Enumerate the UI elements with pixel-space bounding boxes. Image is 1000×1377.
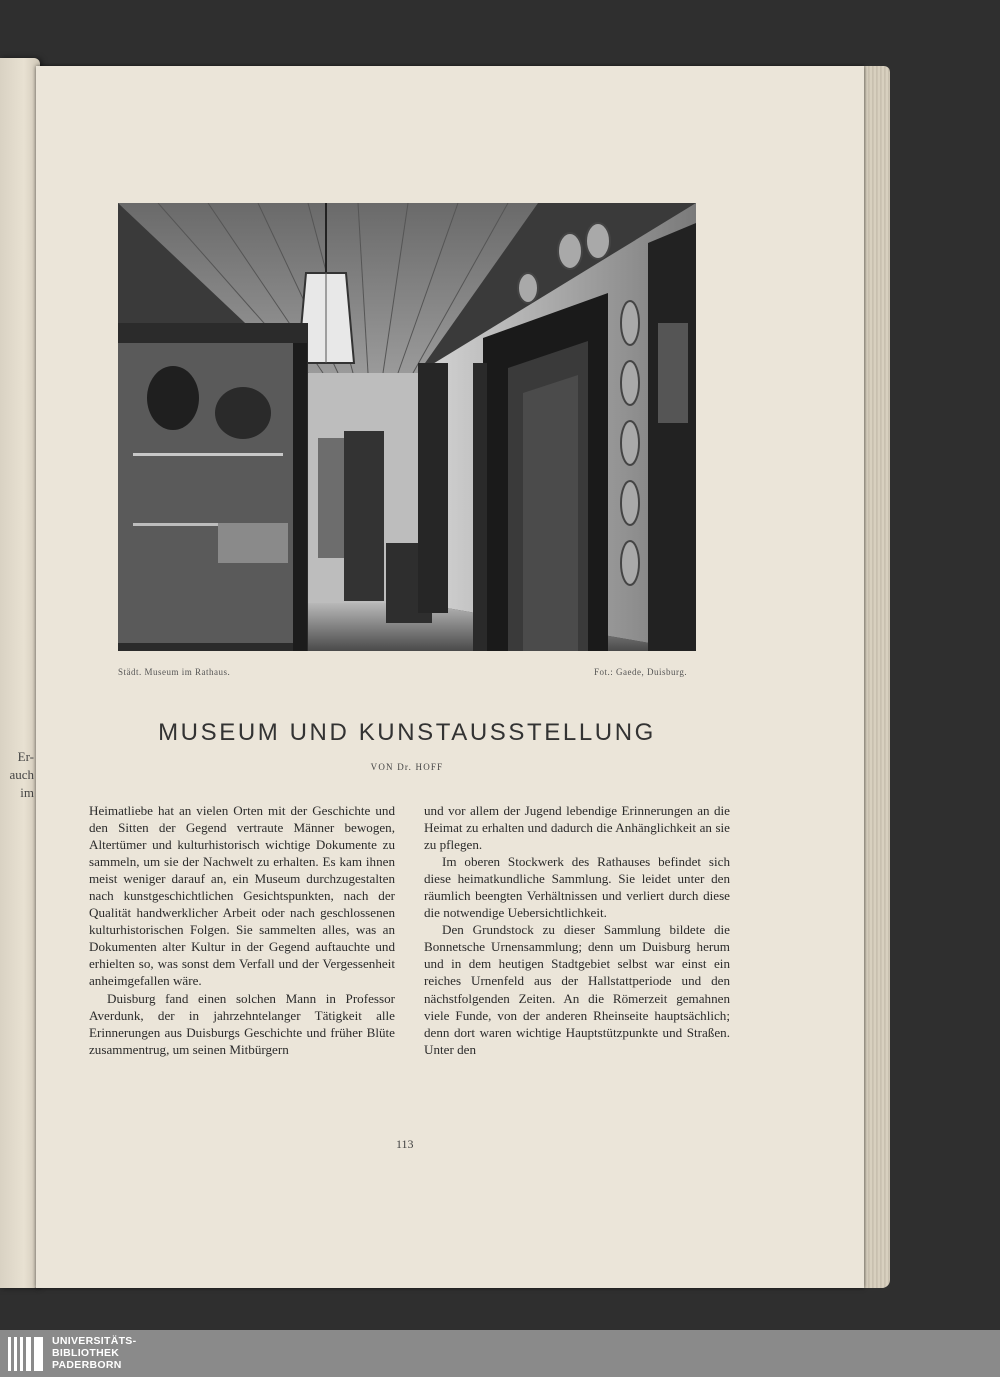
library-logo-text: [52, 1335, 136, 1371]
page-number: 113: [396, 1137, 414, 1151]
paragraph: Heimatliebe hat an vielen Orten mit der Geschichte und den Sitten der Gegend vertraute Männer bewogen, Altertümer und kulturhistorisch wichtige Dokumente zu sammeln, um sie der Nachwelt zu erhalten. Es kam ihnen meist weniger darauf an, ein Museum durchzugestalten nach kunstgeschichtlichen Gesichtspunkten, nach der Qualität handwerklicher Arbeit oder nach geschlossenen kulturhistorischen Folgen. Sie sammelten alles, was an Dokumenten alter Kultur in der Gegend auftauchte und erhielten so, was sonst dem Verfall und der Vergessenheit anheimgefallen wäre.: [89, 803, 395, 989]
text-column-right: [424, 802, 730, 1058]
museum-interior-photo: [118, 203, 696, 651]
paragraph: und vor allem der Jugend lebendige Erinnerungen an die Heimat zu erhalten und dadurch die Anhänglichkeit an sie zu pflegen.: [424, 803, 730, 853]
left-page-fragment: Er-: [17, 749, 34, 764]
library-logo-icon: [8, 1337, 50, 1371]
logo-line: UNIVERSITÄTS-: [52, 1335, 137, 1347]
logo-line: PADERBORN: [52, 1359, 122, 1371]
previous-page-edge: [0, 58, 40, 1288]
photo-caption: Städt. Museum im Rathaus.: [118, 667, 231, 677]
library-footer: [0, 1330, 1000, 1377]
left-page-fragment: auch: [9, 767, 34, 782]
text-column-left: [89, 802, 395, 1058]
article-title: MUSEUM UND KUNSTAUSSTELLUNG: [158, 719, 656, 746]
paragraph: Duisburg fand einen solchen Mann in Professor Averdunk, der in jahrzehntelanger Tätigkeit alle Erinnerungen aus Duisburgs Geschichte und früher Blüte zusammentrug, um seinen Mitbürgern: [89, 990, 395, 1057]
paragraph: Den Grundstock zu dieser Sammlung bildete die Bonnetsche Urnensammlung; denn um Duisburg herum und in dem heutigen Stadtgebiet selbst war einst ein reiches Urnenfeld aus der Hallstattperiode und den nächstfolgenden Zeiten. An die Römerzeit gemahnen viele Funde, von der anderen Rheinseite hauptsächlich; denn dort waren wichtige Hauptstützpunkte und Straßen. Unter den: [424, 922, 730, 1057]
photo-credit: Fot.: Gaede, Duisburg.: [594, 667, 688, 677]
paragraph: Im oberen Stockwerk des Rathauses befindet sich diese heimatkundliche Sammlung. Sie leidet unter den räumlich beengten Verhältnissen und verliert durch diese die notwendige Uebersichtlichkeit.: [424, 854, 730, 921]
article-byline: VON Dr. HOFF: [370, 762, 444, 772]
left-page-fragment: im: [20, 785, 34, 800]
logo-line: BIBLIOTHEK: [52, 1347, 120, 1359]
